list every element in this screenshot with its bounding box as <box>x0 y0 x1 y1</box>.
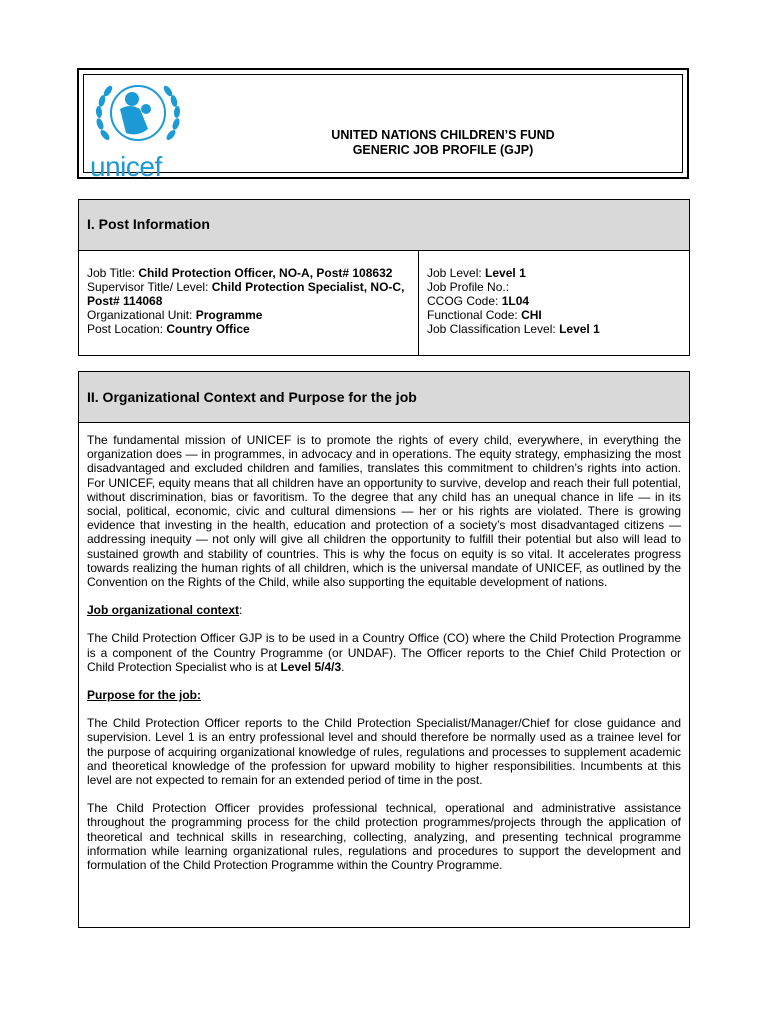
post-information-heading: I. Post Information <box>79 200 689 251</box>
job-level-value: Level 1 <box>485 266 526 280</box>
mission-paragraph: The fundamental mission of UNICEF is to promote the rights of every child, everywhere, in everything the organization does — in programmes, in advocacy and in operations. The equity strategy, emphasizing the most disadvantaged and excluded children and families, translates this commitment to children’s rights into action. For UNICEF, equity means that all children have an opportunity to survive, develop and reach their full potential, without discrimination, bias or favoritism. To the degree that any child has an unequal chance in life — in its social, political, economic, civic and cultural dimensions — her or his rights are violated. There is growing evidence that investing in the health, education and protection of a society’s most disadvantaged citizens — addressing inequity — not only will give all children the opportunity to fulfill their potential but also will lead to sustained growth and stability of countries. This is why the focus on equity is so vital. It accelerates progress towards realizing the human rights of all children, which is the universal mandate of UNICEF, as outlined by the Convention on the Rights of the Child, while also supporting the equitable development of nations. <box>87 433 681 590</box>
purpose-paragraph-1: The Child Protection Officer reports to the Child Protection Specialist/Manager/Chief for close guidance and supervision. Level 1 is an entry professional level and should therefore be normally used as a trainee level for the purpose of acquiring organizational knowledge of rules, regulations and processes to supplement academic and theoretical knowledge of the profession for upward mobility to higher responsibilities. Incumbents at this level are not expected to remain for an extended period of time in the post. <box>87 716 681 788</box>
ccog-line <box>427 294 681 308</box>
unicef-logo-text: unicef <box>90 151 162 182</box>
classification-label: Job Classification Level: <box>427 322 560 336</box>
supervisor-line <box>87 280 410 308</box>
title-line-1: UNITED NATIONS CHILDREN’S FUND <box>331 128 555 142</box>
supervisor-label: Supervisor Title/ Level: <box>87 280 212 294</box>
context-colon: : <box>239 603 243 618</box>
ccog-label: CCOG Code: <box>427 294 502 308</box>
functional-code-line <box>427 308 681 322</box>
context-heading-text: Job organizational context <box>87 603 240 618</box>
context-text: The Child Protection Officer GJP is to be used in a Country Office (CO) where the Child Protection Programme is a component of the Country Programme (or UNDAF). The Officer reports to the Chief Child Protection or Child Protection Specialist who is at <box>87 631 681 674</box>
post-info-left-column <box>79 251 419 355</box>
job-level-line <box>427 266 681 280</box>
ccog-value: 1L04 <box>501 294 530 308</box>
post-info-right-column <box>419 251 689 355</box>
organizational-context-section <box>78 371 690 928</box>
purpose-heading-text: Purpose for the job: <box>87 688 201 703</box>
header-inner-border <box>83 74 683 182</box>
title-line-2: GENERIC JOB PROFILE (GJP) <box>352 143 534 157</box>
job-title-value: Child Protection Officer, NO-A, Post# 108632 <box>138 266 393 280</box>
organizational-context-body <box>79 423 689 872</box>
document-header <box>77 68 689 182</box>
context-end: . <box>341 659 345 674</box>
job-title-line <box>87 266 410 280</box>
functional-code-label: Functional Code: <box>427 308 522 322</box>
purpose-subheading <box>87 688 681 702</box>
context-level: Level 5/4/3 <box>280 659 342 674</box>
classification-value: Level 1 <box>559 322 600 336</box>
post-information-section <box>78 199 690 356</box>
post-location-label: Post Location: <box>87 322 167 336</box>
supervisor-value: Child Protection Specialist, NO-C, Post# 114068 <box>87 280 405 308</box>
org-unit-line <box>87 308 410 322</box>
org-unit-value: Programme <box>195 308 263 322</box>
context-paragraph <box>87 631 681 674</box>
classification-line <box>427 322 681 336</box>
post-location-line <box>87 322 410 336</box>
document-title <box>204 128 682 158</box>
organizational-context-heading: II. Organizational Context and Purpose for the job <box>79 372 689 423</box>
org-unit-label: Organizational Unit: <box>87 308 196 322</box>
post-location-value: Country Office <box>166 322 250 336</box>
functional-code-value: CHI <box>521 308 542 322</box>
purpose-paragraph-2: The Child Protection Officer provides professional technical, operational and administrative assistance throughout the programming process for the child protection programmes/projects through the application of theoretical and technical skills in researching, collecting, analyzing, and presenting technical programme information while learning organizational rules, regulations and procedures to support the development and formulation of the Child Protection Programme within the Country Programme. <box>87 801 681 873</box>
context-subheading <box>87 603 681 617</box>
post-information-columns <box>79 251 689 355</box>
job-title-label: Job Title: <box>87 266 139 280</box>
job-level-label: Job Level: <box>427 266 486 280</box>
job-profile-line: Job Profile No.: <box>427 280 510 294</box>
